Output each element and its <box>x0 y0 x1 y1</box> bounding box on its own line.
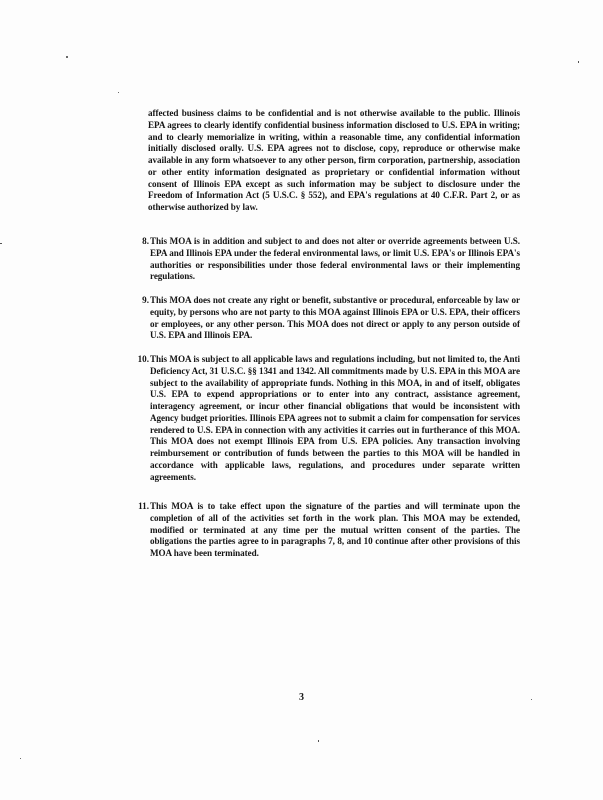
scan-speck <box>578 61 579 63</box>
scan-speck <box>66 56 68 58</box>
paragraph-number: 11. <box>138 501 149 511</box>
scan-speck <box>0 243 2 244</box>
paragraph-text: This MOA is in addition and subject to and does not alter or override agreements between U.S. EPA and Illinois EPA under the federal environmental laws, or limit U.S. EPA's or Illinois EPA's authorities or responsibilities under those federal environmental laws or their implementing regulations. <box>150 236 520 282</box>
page-number: 3 <box>299 692 304 703</box>
scan-speck <box>118 92 119 93</box>
paragraph-number: 9. <box>142 295 149 305</box>
paragraph-text: This MOA does not create any right or benefit, substantive or procedural, enforceable by law or equity, by persons who are not party to this MOA against Illinois EPA or U.S. EPA, their officers or employees, or any other person. This MOA does not direct or apply to any person outside of U.S. EPA and Illinois EPA. <box>150 295 520 341</box>
paragraph-number: 8. <box>142 236 149 246</box>
scan-speck <box>531 699 532 700</box>
scan-speck <box>20 758 21 759</box>
paragraph-text: This MOA is to take effect upon the signature of the parties and will terminate upon the completion of all of the activities set forth in the work plan. This MOA may be extended, modified or terminated at any time per the mutual written consent of the parties. The obligations the parties agree to in paragraphs 7, 8, and 10 continue after other provisions of this MOA have been terminated. <box>150 501 520 558</box>
paragraph-number: 10. <box>137 354 149 364</box>
paragraph-text: This MOA is subject to all applicable laws and regulations including, but not limited to, the Anti Deficiency Act, 31 U.S.C. §§ 1341 and 1342. All commitments made by U.S. EPA in this MOA are subject to the availability of appropriate funds. Nothing in this MOA, in and of itself, obligates U.S. EPA to expend appropriations or to enter into any contract, assistance agreement, interagency agreement, or incur other financial obligations that would be inconsistent with Agency budget priorities. Illinois EPA agrees not to submit a claim for compensation for services rendered to U.S. EPA in connection with any activities it carries out in furtherance of this MOA. This MOA does not exempt Illinois EPA from U.S. EPA policies. Any transaction involving reimbursement or contribution of funds between the parties to this MOA will be handled in accordance with applicable laws, regulations, and procedures under separate written agreements. <box>150 354 520 482</box>
continuation-paragraph: affected business claims to be confidential and is not otherwise available to the public. Illinois EPA agrees to clearly identify confidential business information disclosed to U.S. EPA in writing; and to clearly memorialize in writing, within a reasonable time, any confidential information initially disclosed orally. U.S. EPA agrees not to disclose, copy, reproduce or otherwise make available in any form whatsoever to any other person, firm corporation, partnership, association or other entity information designated as proprietary or confidential information without consent of Illinois EPA except as such information may be subject to disclosure under the Freedom of Information Act (5 U.S.C. § 552), and EPA's regulations at 40 C.F.R. Part 2, or as otherwise authorized by law. <box>148 108 520 212</box>
scan-speck <box>318 740 319 742</box>
